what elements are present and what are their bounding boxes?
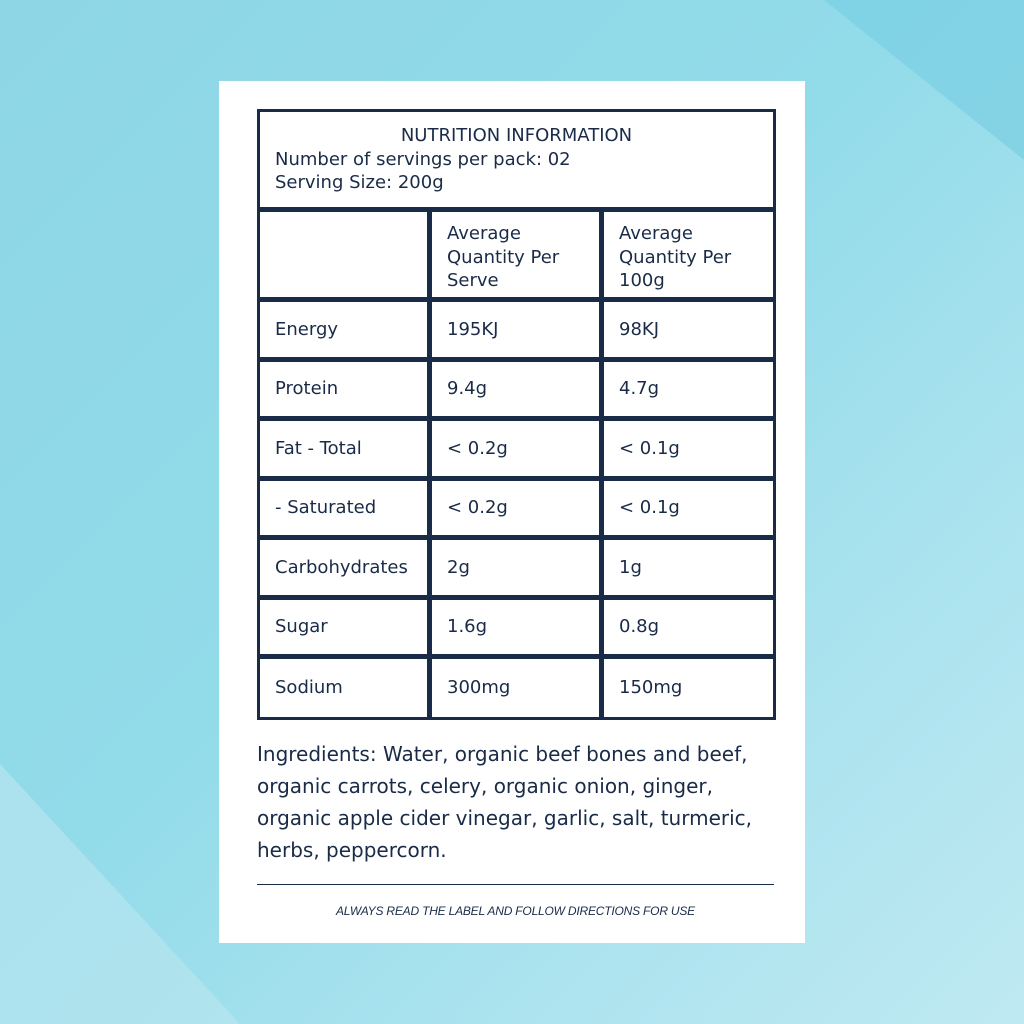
per-serve-value: < 0.2g: [432, 421, 599, 476]
nutrition-table: [257, 109, 776, 720]
nutrient-name: Sugar: [260, 600, 427, 654]
ingredients-text: Ingredients: Water, organic beef bones and beef, organic carrots, celery, organic onion, ginger, organic apple cider vinegar, garlic, salt, turmeric, herbs, peppercorn.: [257, 742, 752, 862]
background-shape: [0, 764, 240, 1024]
nutrient-name: - Saturated: [260, 481, 427, 535]
divider: [257, 884, 774, 885]
per-serve-value: < 0.2g: [432, 481, 599, 535]
nutrient-name: Energy: [260, 302, 427, 357]
nutrient-name: Carbohydrates: [260, 540, 427, 595]
nutrient-name: Sodium: [260, 659, 427, 717]
per-serve-value: 195KJ: [432, 302, 599, 357]
per-serve-value: 300mg: [432, 659, 599, 717]
per-100g-value: 1g: [604, 540, 773, 595]
per-serve-value: 9.4g: [432, 362, 599, 416]
servings-per-pack: Number of servings per pack: 02: [275, 149, 571, 170]
serving-size: Serving Size: 200g: [275, 172, 444, 193]
per-serve-value: 1.6g: [432, 600, 599, 654]
background-shape: [824, 0, 1024, 160]
per-100g-value: < 0.1g: [604, 481, 773, 535]
per-100g-value: 0.8g: [604, 600, 773, 654]
per-serve-value: 2g: [432, 540, 599, 595]
nutrient-name: Fat - Total: [260, 421, 427, 476]
column-header-nutrient: [260, 212, 427, 297]
nutrient-name: Protein: [260, 362, 427, 416]
per-100g-value: < 0.1g: [604, 421, 773, 476]
nutrition-label-card: [219, 81, 805, 943]
column-header-per-100g: Average Quantity Per 100g: [604, 212, 773, 297]
per-100g-value: 150mg: [604, 659, 773, 717]
disclaimer-text: ALWAYS READ THE LABEL AND FOLLOW DIRECTIONS FOR USE: [336, 904, 695, 918]
per-100g-value: 98KJ: [604, 302, 773, 357]
per-100g-value: 4.7g: [604, 362, 773, 416]
column-header-per-serve: Average Quantity Per Serve: [432, 212, 599, 297]
table-header: [260, 112, 773, 207]
nutrition-title: NUTRITION INFORMATION: [400, 125, 633, 146]
